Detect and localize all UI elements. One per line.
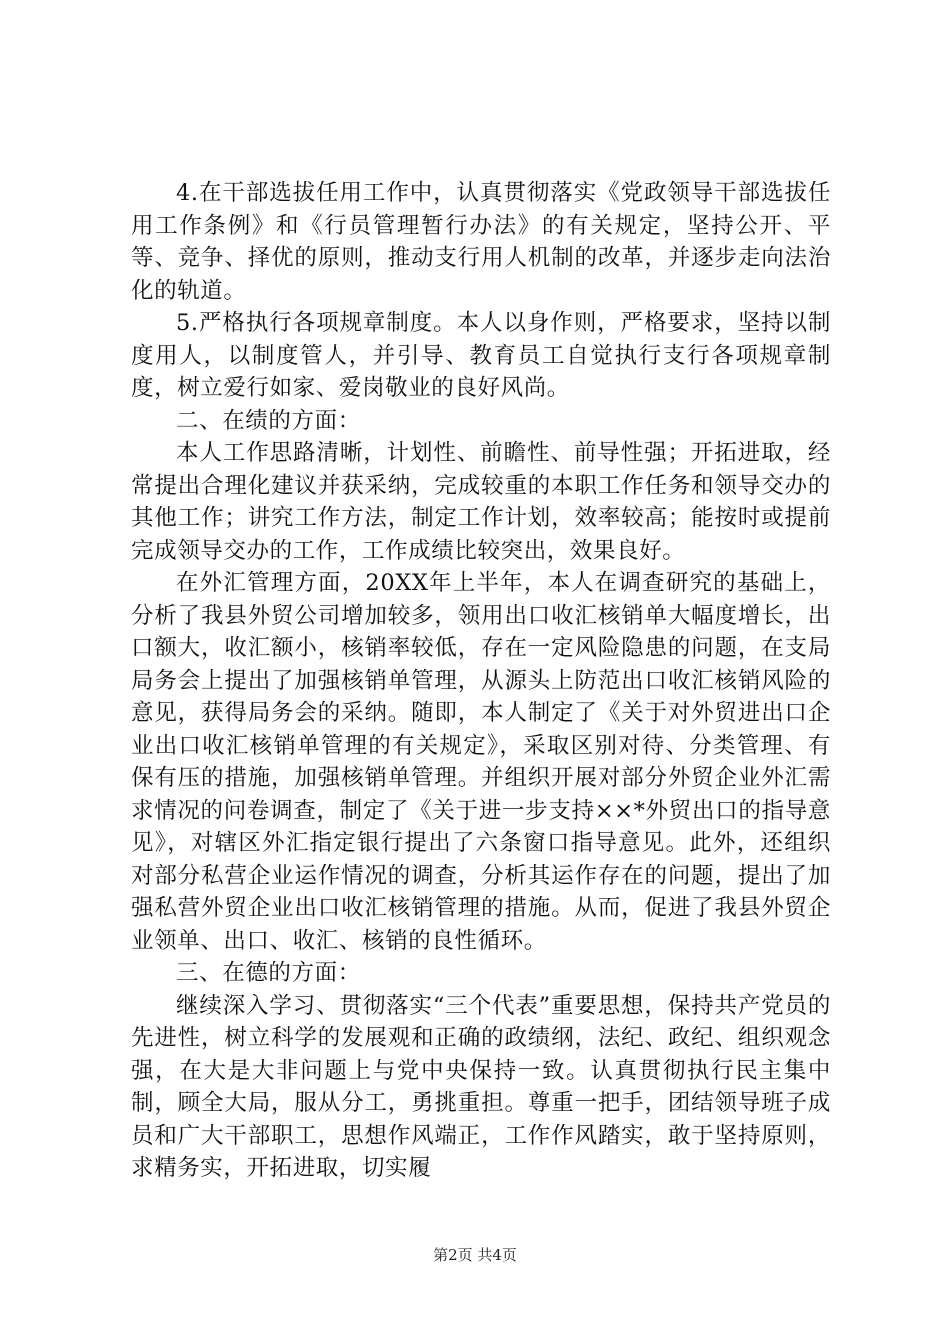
paragraph-item-4: 4.在干部选拔任用工作中，认真贯彻落实《党政领导干部选拔任用工作条例》和《行员管理暂行办法》的有关规定，坚持公开、平等、竞争、择优的原则，推动支行用人机制的改革，并逐步走向法治化的轨道。	[131, 180, 831, 304]
paragraph-forex-management: 在外汇管理方面，20XX年上半年，本人在调查研究的基础上，分析了我县外贸公司增加较多，领用出口收汇核销单大幅度增长，出口额大，收汇额小，核销率较低，存在一定风险隐患的问题，在支局局务会上提出了加强核销单管理，从源头上防范出口收汇核销风险的意见，获得局务会的采纳。随即，本人制定了《关于对外贸进出口企业出口收汇核销单管理的有关规定》，采取区别对待、分类管理、有保有压的措施，加强核销单管理。并组织开展对部分外贸企业外汇需求情况的问卷调查，制定了《关于进一步支持××*外贸出口的指导意见》，对辖区外汇指定银行提出了六条窗口指导意见。此外，还组织对部分私营企业运作情况的调查，分析其运作存在的问题，提出了加强私营外贸企业出口收汇核销管理的措施。从而，促进了我县外贸企业领单、出口、收汇、核销的良性循环。	[131, 570, 831, 954]
section-heading-morality: 三、在德的方面：	[176, 960, 361, 986]
paragraph-performance-summary: 本人工作思路清晰，计划性、前瞻性、前导性强；开拓进取，经常提出合理化建议并获采纳，完成较重的本职工作任务和领导交办的其他工作；讲究工作方法，制定工作计划，效率较高；能按时或提前完成领导交办的工作，工作成绩比较突出，效果良好。	[131, 440, 831, 564]
paragraph-morality: 继续深入学习、贯彻落实“三个代表”重要思想，保持共产党员的先进性，树立科学的发展观和正确的政绩纲，法纪、政纪、组织观念强，在大是大非问题上与党中央保持一致。认真贯彻执行民主集中制，顾全大局，服从分工，勇挑重担。尊重一把手，团结领导班子成员和广大干部职工，思想作风端正，工作作风踏实，敢于坚持原则，求精务实，开拓进取，切实履	[131, 992, 831, 1181]
page-number-label: 第2页 共4页	[433, 1246, 517, 1264]
page-footer	[0, 1245, 950, 1265]
section-heading-performance: 二、在绩的方面：	[176, 407, 361, 434]
paragraph-item-5: 5.严格执行各项规章制度。本人以身作则，严格要求，坚持以制度用人，以制度管人，并引导、教育员工自觉执行支行各项规章制度，树立爱行如家、爱岗敬业的良好风尚。	[131, 310, 831, 401]
document-body	[131, 177, 831, 1185]
